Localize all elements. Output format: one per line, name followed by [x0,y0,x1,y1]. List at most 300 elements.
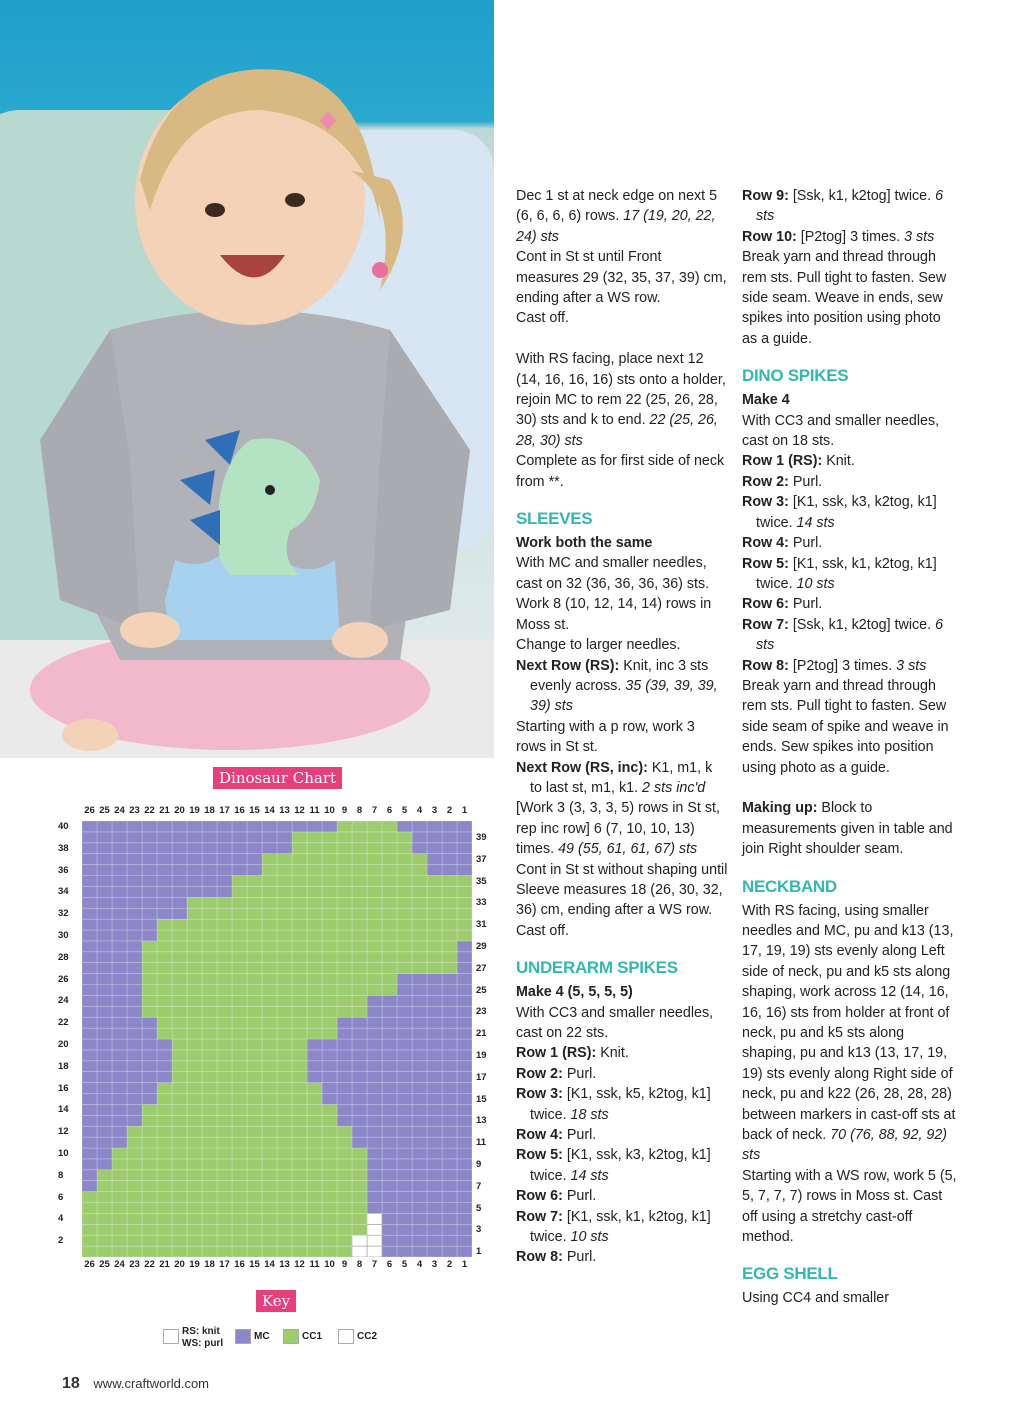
chart-cell [262,1213,277,1224]
chart-cell [172,1246,187,1257]
chart-cell [112,843,127,854]
chart-cell [427,832,442,843]
chart-cell [322,1126,337,1137]
chart-cell [232,985,247,996]
chart-cell [232,1083,247,1094]
chart-cell [292,897,307,908]
chart-cell [457,1072,472,1083]
chart-cell [157,1181,172,1192]
chart-cell [457,1224,472,1235]
chart-cell [187,1246,202,1257]
chart-cell [202,854,217,865]
chart-cell [217,908,232,919]
chart-column-number: 13 [279,1259,290,1270]
chart-cell [427,1126,442,1137]
chart-cell [232,1137,247,1148]
chart-cell [427,995,442,1006]
chart-cell [412,1039,427,1050]
chart-cell [457,1170,472,1181]
chart-column-number: 22 [144,1259,155,1270]
chart-cell [277,897,292,908]
chart-cell [412,1006,427,1017]
chart-cell [442,1203,457,1214]
chart-cell [427,908,442,919]
chart-cell [322,941,337,952]
chart-cell [337,963,352,974]
chart-cell [382,1094,397,1105]
chart-cell [247,1017,262,1028]
chart-cell [142,1192,157,1203]
chart-cell [442,1181,457,1192]
chart-cell [322,865,337,876]
chart-cell [427,930,442,941]
chart-cell [442,1126,457,1137]
chart-cell [172,1203,187,1214]
chart-cell [262,974,277,985]
chart-cell [367,919,382,930]
chart-cell [367,1246,382,1257]
chart-cell [412,886,427,897]
chart-cell [187,974,202,985]
chart-cell [442,1006,457,1017]
chart-cell [307,886,322,897]
chart-cell [427,985,442,996]
chart-row-number: 2 [58,1235,64,1247]
chart-cell [202,985,217,996]
chart-cell [412,1094,427,1105]
chart-cell [247,897,262,908]
chart-cell [322,897,337,908]
chart-cell [157,832,172,843]
chart-cell [82,963,97,974]
chart-cell [277,1039,292,1050]
chart-cell [442,908,457,919]
chart-cell [442,1061,457,1072]
chart-cell [367,1148,382,1159]
chart-cell [112,995,127,1006]
chart-cell [292,843,307,854]
chart-cell [232,1224,247,1235]
chart-column-number: 15 [249,805,260,816]
chart-cell [382,1072,397,1083]
chart-cell [277,952,292,963]
chart-cell [202,821,217,832]
chart-cell [427,1050,442,1061]
chart-row-number: 22 [58,1017,69,1029]
chart-cell [172,1181,187,1192]
chart-cell [82,1192,97,1203]
chart-cell [382,941,397,952]
chart-cell [382,1170,397,1181]
chart-cell [352,908,367,919]
chart-cell [232,1235,247,1246]
chart-cell [307,1159,322,1170]
chart-cell [412,974,427,985]
chart-cell [217,1203,232,1214]
chart-cell [322,1203,337,1214]
chart-cell [337,1213,352,1224]
chart-cell [397,919,412,930]
chart-cell [262,1137,277,1148]
chart-cell [187,1115,202,1126]
chart-cell [277,1017,292,1028]
chart-column-number: 19 [189,805,200,816]
chart-cell [232,1028,247,1039]
chart-cell [232,941,247,952]
photo-illustration [0,0,494,758]
chart-cell [262,1192,277,1203]
chart-row-number: 4 [58,1213,64,1225]
chart-cell [292,1246,307,1257]
chart-cell [322,821,337,832]
chart-cell [82,1006,97,1017]
chart-cell [247,974,262,985]
chart-cell [397,1006,412,1017]
chart-cell [442,1050,457,1061]
chart-cell [172,886,187,897]
chart-cell [457,1246,472,1257]
chart-cell [442,876,457,887]
chart-cell [157,985,172,996]
chart-cell [322,1006,337,1017]
chart-cell [232,1159,247,1170]
chart-cell [397,1050,412,1061]
chart-row-number: 39 [476,831,487,843]
chart-cell [427,1094,442,1105]
chart-cell [157,865,172,876]
chart-cell [187,897,202,908]
chart-column-number: 15 [249,1259,260,1270]
key-label-rs: RS: knit [182,1326,220,1337]
chart-cell [292,908,307,919]
chart-cell [352,865,367,876]
chart-cell [217,930,232,941]
chart-cell [457,854,472,865]
chart-cell [442,1137,457,1148]
chart-cell [202,1028,217,1039]
chart-cell [337,1115,352,1126]
chart-cell [277,995,292,1006]
chart-cell [82,1039,97,1050]
chart-cell [397,1224,412,1235]
chart-cell [442,1246,457,1257]
key-swatch-knit [163,1329,179,1344]
chart-cell [172,919,187,930]
chart-row-number: 33 [476,897,487,909]
chart-cell [322,1235,337,1246]
chart-cell [397,974,412,985]
chart-cell [217,995,232,1006]
chart-cell [142,1028,157,1039]
chart-cell [82,1083,97,1094]
chart-cell [277,1028,292,1039]
chart-cell [457,974,472,985]
key-label-cc2: CC2 [357,1331,378,1342]
chart-cell [187,1028,202,1039]
chart-cell [187,1203,202,1214]
chart-cell [142,1170,157,1181]
chart-cell [97,1148,112,1159]
chart-cell [277,974,292,985]
chart-cell [262,832,277,843]
chart-row-number: 40 [58,821,69,832]
chart-cell [382,1104,397,1115]
chart-cell [367,876,382,887]
chart-column-number: 22 [144,805,155,816]
chart-cell [427,1159,442,1170]
chart-cell [457,1050,472,1061]
chart-cell [397,1039,412,1050]
chart-cell [322,930,337,941]
chart-column-number: 6 [386,1259,393,1270]
chart-cell [352,1115,367,1126]
chart-cell [277,832,292,843]
chart-cell [142,1148,157,1159]
chart-cell [127,941,142,952]
chart-column-number: 17 [219,1259,230,1270]
chart-cell [202,1061,217,1072]
chart-cell [97,1170,112,1181]
chart-cell [82,1104,97,1115]
chart-cell [382,985,397,996]
chart-cell [352,941,367,952]
chart-cell [262,1039,277,1050]
chart-column-number: 10 [324,1259,335,1270]
chart-cell [307,1039,322,1050]
chart-cell [442,930,457,941]
chart-cell [172,1072,187,1083]
chart-cell [172,1050,187,1061]
chart-cell [292,886,307,897]
chart-cell [82,941,97,952]
chart-cell [442,1094,457,1105]
chart-cell [442,1235,457,1246]
chart-cell [217,1006,232,1017]
chart-row-number: 25 [476,984,487,996]
key-label-cc1: CC1 [302,1331,323,1342]
chart-cell [232,974,247,985]
chart-cell [112,919,127,930]
chart-cell [382,908,397,919]
chart-cell [142,941,157,952]
chart-cell [157,1235,172,1246]
chart-cell [112,854,127,865]
chart-row-number: 23 [476,1006,487,1018]
chart-cell [397,995,412,1006]
chart-cell [262,1061,277,1072]
chart-cell [232,1017,247,1028]
chart-cell [157,1039,172,1050]
chart-cell [217,876,232,887]
chart-cell [157,1115,172,1126]
chart-cell [187,886,202,897]
chart-cell [97,1115,112,1126]
chart-cell [112,1213,127,1224]
chart-cell [232,1072,247,1083]
chart-cell [172,1115,187,1126]
chart-cell [367,995,382,1006]
chart-cell [202,952,217,963]
chart-cell [112,1083,127,1094]
chart-row-number: 12 [58,1126,69,1138]
chart-cell [142,854,157,865]
chart-cell [412,865,427,876]
chart-cell [202,941,217,952]
chart-row-number: 21 [476,1028,487,1040]
chart-cell [202,1115,217,1126]
chart-cell [337,843,352,854]
chart-cell [367,1006,382,1017]
chart-cell [292,832,307,843]
chart-cell [457,1235,472,1246]
chart-cell [142,1094,157,1105]
chart-cell [157,1126,172,1137]
chart-cell [202,1181,217,1192]
chart-cell [187,919,202,930]
chart-cell [247,1159,262,1170]
chart-cell [172,1006,187,1017]
chart-cell [337,1224,352,1235]
chart-cell [232,908,247,919]
chart-cell [247,1224,262,1235]
chart-cell [457,930,472,941]
chart-cell [412,1246,427,1257]
chart-cell [262,952,277,963]
chart-cell [247,1170,262,1181]
chart-cell [217,1170,232,1181]
chart-cell [367,1137,382,1148]
chart-cell [97,1246,112,1257]
chart-cell [322,1072,337,1083]
chart-cell [337,908,352,919]
chart-cell [247,908,262,919]
chart-cell [412,1148,427,1159]
chart-cell [202,1192,217,1203]
chart-cell [127,832,142,843]
chart-cell [337,1017,352,1028]
chart-cell [307,1235,322,1246]
chart-row-number: 3 [476,1224,482,1236]
chart-cell [427,1235,442,1246]
chart-cell [172,1148,187,1159]
heading-neckband: NECKBAND [742,876,837,896]
chart-cell [232,1203,247,1214]
chart-cell [352,1213,367,1224]
key-title: Key [256,1290,296,1312]
chart-column-number: 13 [279,805,290,816]
chart-cell [202,974,217,985]
chart-cell [247,865,262,876]
chart-cell [277,930,292,941]
chart-row-number: 9 [476,1158,482,1170]
chart-cell [382,1224,397,1235]
chart-cell [352,854,367,865]
chart-cell [277,1181,292,1192]
chart-cell [262,1094,277,1105]
chart-cell [127,995,142,1006]
chart-cell [202,1050,217,1061]
chart-cell [292,1028,307,1039]
chart-cell [82,1148,97,1159]
chart-cell [217,1072,232,1083]
chart-cell [412,832,427,843]
chart-cell [322,1181,337,1192]
chart-cell [247,995,262,1006]
chart-cell [217,1094,232,1105]
chart-cell [187,941,202,952]
chart-cell [397,1072,412,1083]
chart-cell [277,1148,292,1159]
chart-cell [427,1213,442,1224]
chart-cell [367,1028,382,1039]
chart-cell [397,1083,412,1094]
chart-cell [172,843,187,854]
chart-cell [232,930,247,941]
chart-cell [112,1039,127,1050]
chart-cell [307,821,322,832]
chart-cell [307,897,322,908]
chart-cell [352,963,367,974]
chart-cell [142,1017,157,1028]
chart-cell [187,1017,202,1028]
chart-cell [292,1126,307,1137]
chart-cell [97,1192,112,1203]
chart-cell [277,1050,292,1061]
chart-cell [367,1159,382,1170]
chart-column-number: 25 [99,1259,110,1270]
chart-cell [442,1224,457,1235]
chart-cell [442,821,457,832]
chart-cell [247,919,262,930]
chart-cell [457,1061,472,1072]
chart-cell [142,985,157,996]
chart-cell [142,1072,157,1083]
chart-column-number: 18 [204,805,215,816]
chart-cell [337,1181,352,1192]
chart-cell [442,919,457,930]
chart-cell [247,1203,262,1214]
chart-cell [427,1083,442,1094]
chart-cell [367,1017,382,1028]
chart-cell [142,821,157,832]
chart-cell [292,995,307,1006]
chart-cell [337,876,352,887]
chart-cell [427,876,442,887]
chart-cell [217,832,232,843]
chart-row-number: 17 [476,1071,487,1083]
chart-cell [142,930,157,941]
chart-cell [232,1213,247,1224]
chart-cell [97,1181,112,1192]
chart-cell [127,1083,142,1094]
chart-cell [127,963,142,974]
chart-cell [337,995,352,1006]
chart-cell [382,1061,397,1072]
chart-cell [367,1104,382,1115]
chart-cell [382,865,397,876]
chart-cell [82,876,97,887]
chart-cell [112,1203,127,1214]
chart-cell [82,1028,97,1039]
chart-cell [307,1104,322,1115]
chart-cell [367,1181,382,1192]
chart-row-number: 11 [476,1137,487,1149]
chart-cell [382,1235,397,1246]
chart-cell [127,1224,142,1235]
chart-cell [367,930,382,941]
chart-cell [142,876,157,887]
chart-cell [157,843,172,854]
